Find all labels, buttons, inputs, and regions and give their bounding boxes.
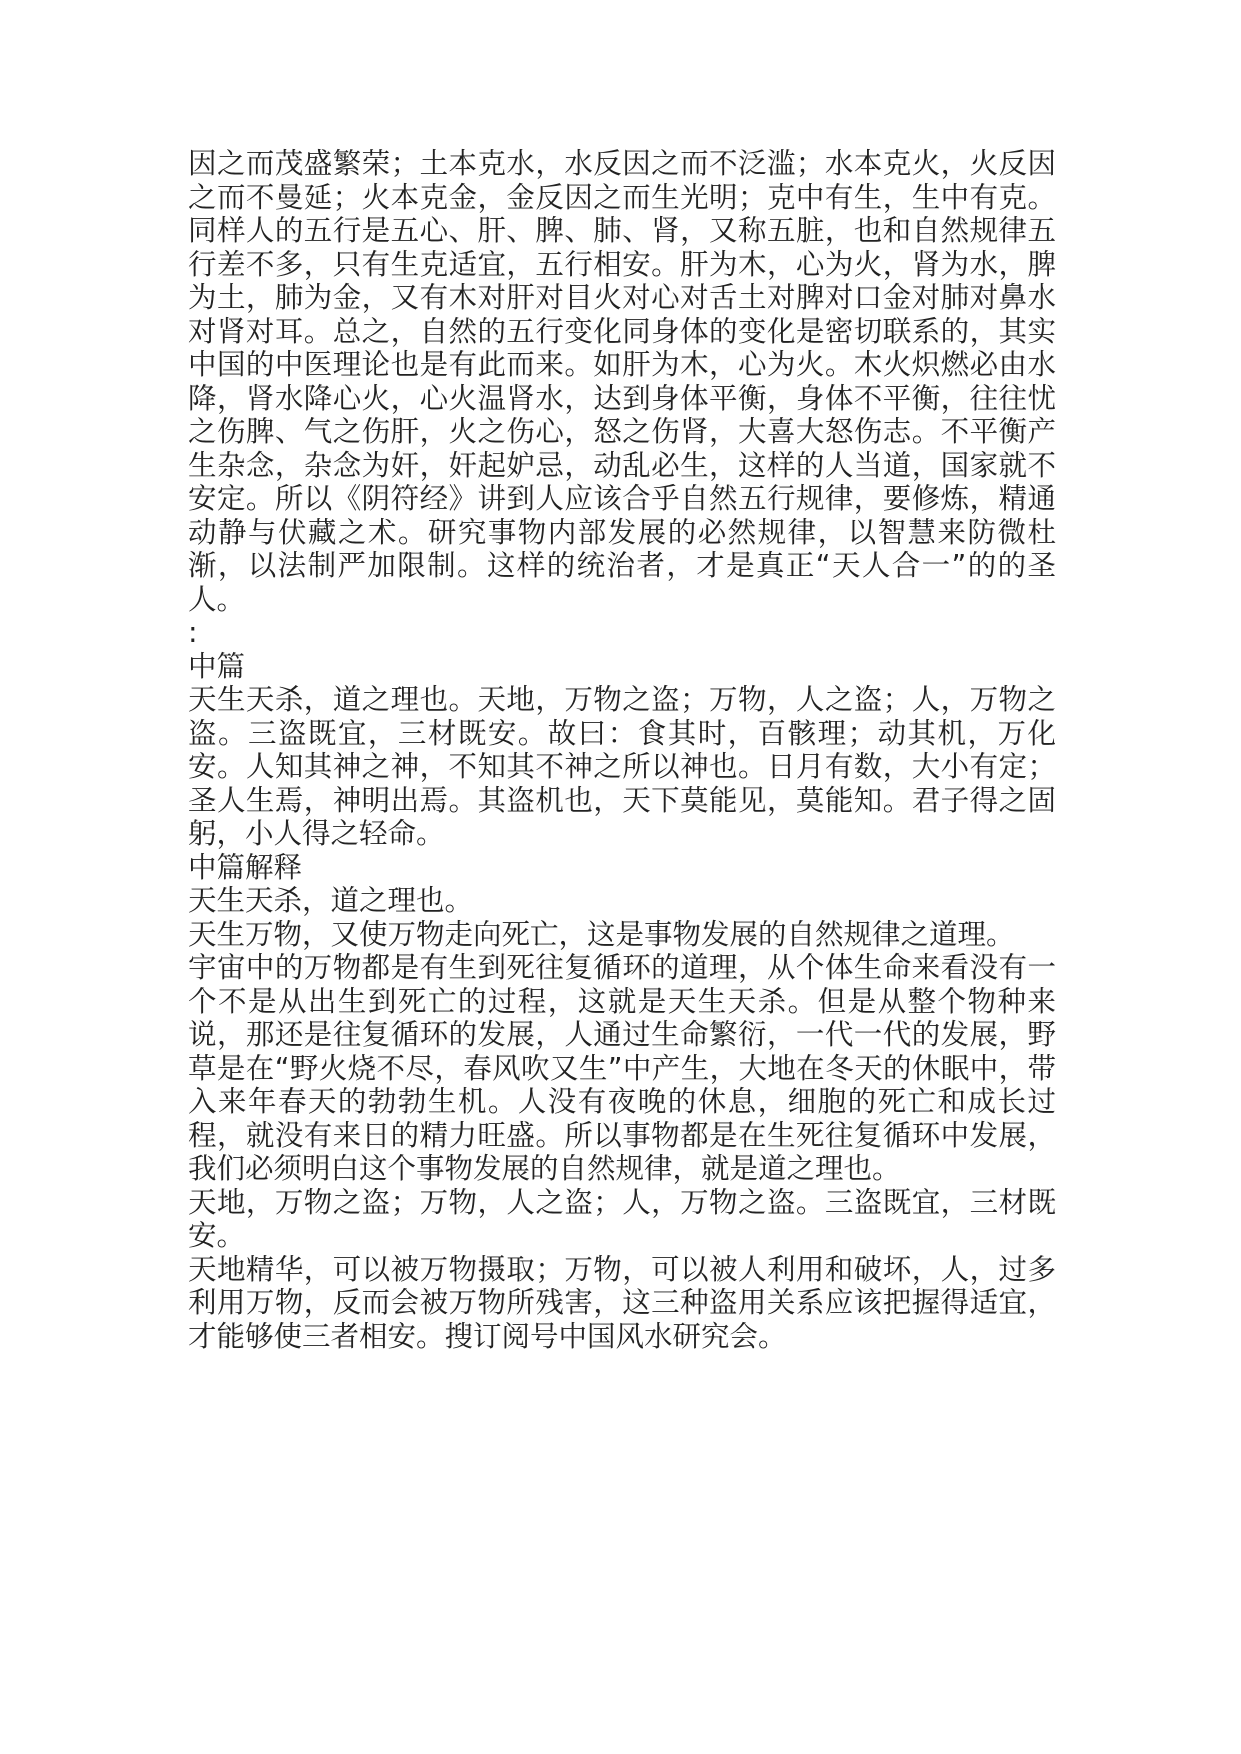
- paragraph-explanation-1: 天生万物，又使万物走向死亡，这是事物发展的自然规律之道理。: [188, 917, 1015, 951]
- paragraph-explanation-2: 宇宙中的万物都是有生到死往复循环的道理，从个体生命来看没有一个不是从出生到死亡的过程，这就是天生天杀。但是从整个物种来说，那还是往复循环的发展，人通过生命繁衍，一代一代的发展，野草是在“野火烧不尽，春风吹又生”中产生，大地在冬天的休眠中，带入来年春天的勃勃生机。人没有夜晚的休息，细胞的死亡和成长过程，就没有来日的精力旺盛。所以事物都是在生死往复循环中发展，我们必须明白这个事物发展的自然规律，就是道之理也。: [188, 951, 1056, 1185]
- section-heading-middle: 中篇: [188, 649, 246, 683]
- section-heading-middle-explanation: 中篇解释: [188, 850, 303, 884]
- paragraph-quote-1: 天生天杀，道之理也。: [188, 884, 474, 917]
- document-body: [188, 147, 1056, 1353]
- paragraph-middle-text: 天生天杀，道之理也。天地，万物之盗；万物，人之盗；人，万物之盗。三盗既宜，三材既安。故曰：食其时，百骸理；动其机，万化安。人知其神之神，不知其不神之所以神也。日月有数，大小有定；圣人生焉，神明出焉。其盗机也，天下莫能见，莫能知。君子得之固躬，小人得之轻命。: [188, 683, 1056, 850]
- paragraph-intro: 因之而茂盛繁荣；土本克水，水反因之而不泛滥；水本克火，火反因之而不曼延；火本克金，金反因之而生光明；克中有生，生中有克。同样人的五行是五心、肝、脾、肺、肾，又称五脏，也和自然规律五行差不多，只有生克适宜，五行相安。肝为木，心为火，肾为水，脾为土，肺为金，又有木对肝对目火对心对舌土对脾对口金对肺对鼻水对肾对耳。总之，自然的五行变化同身体的变化是密切联系的，其实中国的中医理论也是有此而来。如肝为木，心为火。木火炽燃必由水降，肾水降心火，心火温肾水，达到身体平衡，身体不平衡，往往忧之伤脾、气之伤肝，火之伤心，怒之伤肾，大喜大怒伤志。不平衡产生杂念，杂念为奸，奸起妒忌，动乱必生，这样的人当道，国家就不安定。所以《阴符经》讲到人应该合乎自然五行规律，要修炼，精通动静与伏藏之术。研究事物内部发展的必然规律，以智慧来防微杜渐，以法制严加限制。这样的统治者，才是真正“天人合一”的的圣人。: [188, 147, 1056, 616]
- paragraph-explanation-3: 天地精华，可以被万物摄取；万物，可以被人利用和破坏，人，过多利用万物，反而会被万物所残害，这三种盗用关系应该把握得适宜，才能够使三者相安。搜订阅号中国风水研究会。: [188, 1252, 1056, 1353]
- paragraph-quote-2: 天地，万物之盗；万物，人之盗；人，万物之盗。三盗既宜，三材既安。: [188, 1185, 1056, 1252]
- separator-colon: :: [188, 616, 198, 649]
